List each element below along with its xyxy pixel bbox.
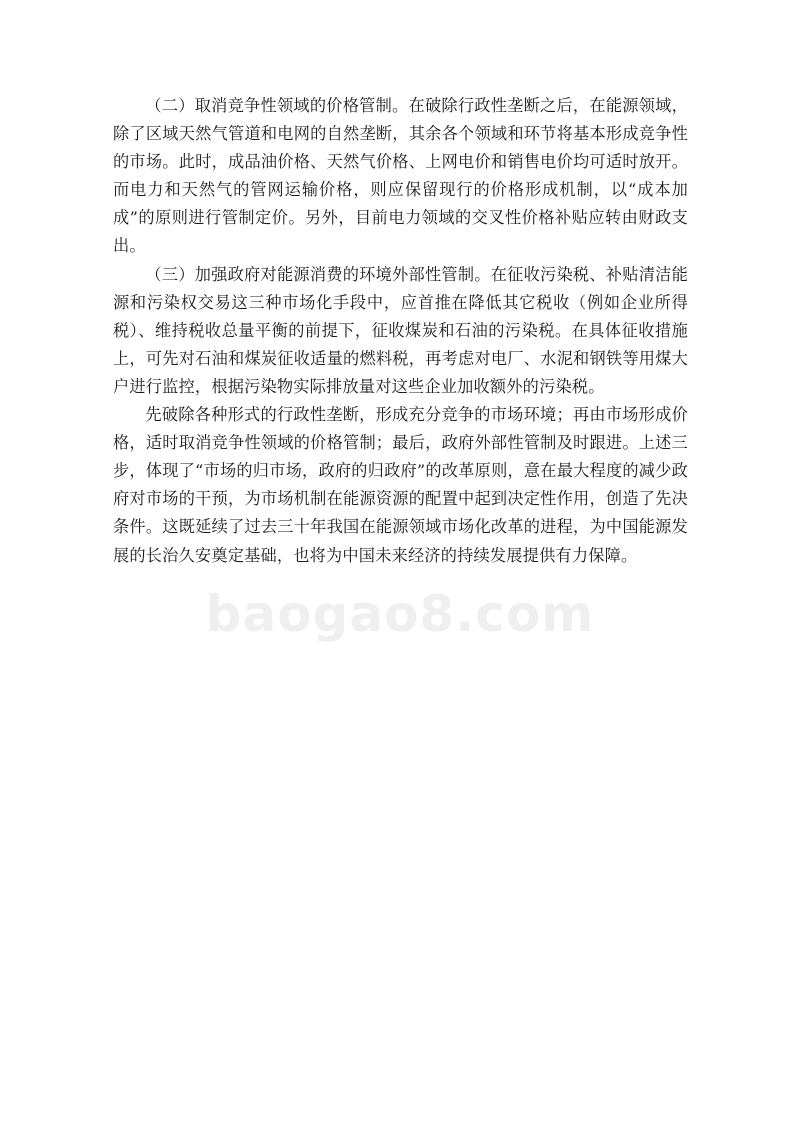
paragraph-conclusion: 先破除各种形式的行政性垄断，形成充分竞争的市场环境；再由市场形成价格，适时取消竞争性领域的价格管制；最后，政府外部性管制及时跟进。上述三步，体现了“市场的归市场，政府的归政府”的改革原则，意在最大程度的减少政府对市场的干预，为市场机制在能源资源的配置中起到决定性作用，创造了先决条件。这既延续了过去三十年我国在能源领域市场化改革的进程，为中国能源发展的长治久安奠定基础，也将为中国未来经济的持续发展提供有力保障。 <box>113 405 688 565</box>
paragraph-price-deregulation: （二）取消竞争性领域的价格管制。在破除行政性垄断之后，在能源领域，除了区域天然气管道和电网的自然垄断，其余各个领域和环节将基本形成竞争性的市场。此时，成品油价格、天然气价格、上网电价和销售电价均可适时放开。而电力和天然气的管网运输价格，则应保留现行的价格形成机制，以“成本加成”的原则进行管制定价。另外，目前电力领域的交叉性价格补贴应转由财政支出。 <box>113 96 688 256</box>
document-body <box>113 92 688 570</box>
paragraph-environmental-regulation: （三）加强政府对能源消费的环境外部性管制。在征收污染税、补贴清洁能源和污染权交易这三种市场化手段中，应首推在降低其它税收（例如企业所得税）、维持税收总量平衡的前提下，征收煤炭和石油的污染税。在具体征收措施上，可先对石油和煤炭征收适量的燃料税，再考虑对电厂、水泥和钢铁等用煤大户进行监控，根据污染物实际排放量对这些企业加收额外的污染税。 <box>113 264 688 396</box>
watermark: baogao8.com <box>205 585 595 643</box>
